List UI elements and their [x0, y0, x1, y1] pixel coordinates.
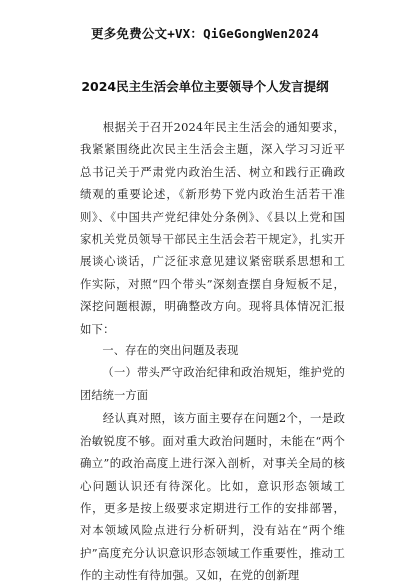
document-title: 2024民主生活会单位主要领导个人发言提纲 [81, 79, 329, 94]
subsection-heading: （一）带头严守政治纪律和政治规矩，维护党的团结统一方面 [80, 366, 345, 402]
body-paragraph: 经认真对照，该方面主要存在问题2个，一是政治敏锐度不够。面对重大政治问题时，未能在“两个确立”的政治高度上进行深入剖析，对事关全局的核心问题认识还有待深化。比如，意识形态领域工作，更多是按上级要求定期进行工作的安排部署，对本领域风险点进行分析研判，没有站在“两个维护”高度充分认识意识形态领域工作重要性，推动工作的主动性有待加强。又如，在党的创新理 [80, 411, 345, 583]
section-heading: 一、存在的突出问题及表现 [102, 344, 239, 358]
watermark-header: 更多免费公文+VX：QiGeGongWen2024 [91, 26, 319, 41]
document-body [80, 116, 345, 587]
intro-paragraph: 根据关于召开2024年民主生活会的通知要求，我紧紧围绕此次民主生活会主题，深入学习习近平总书记关于严肃党内政治生活、树立和践行正确政绩观的重要论述，《新形势下党内政治生活若干准则》、《中国共产党纪律处分条例》、《县以上党和国家机关党员领导干部民主生活会若干规定》，扎实开展谈心谈话，广泛征求意见建议紧密联系思想和工作实际，对照“四个带头”深刻查摆自身短板不足，深挖问题根源，明确整改方向。现将具体情况汇报如下： [80, 120, 345, 336]
